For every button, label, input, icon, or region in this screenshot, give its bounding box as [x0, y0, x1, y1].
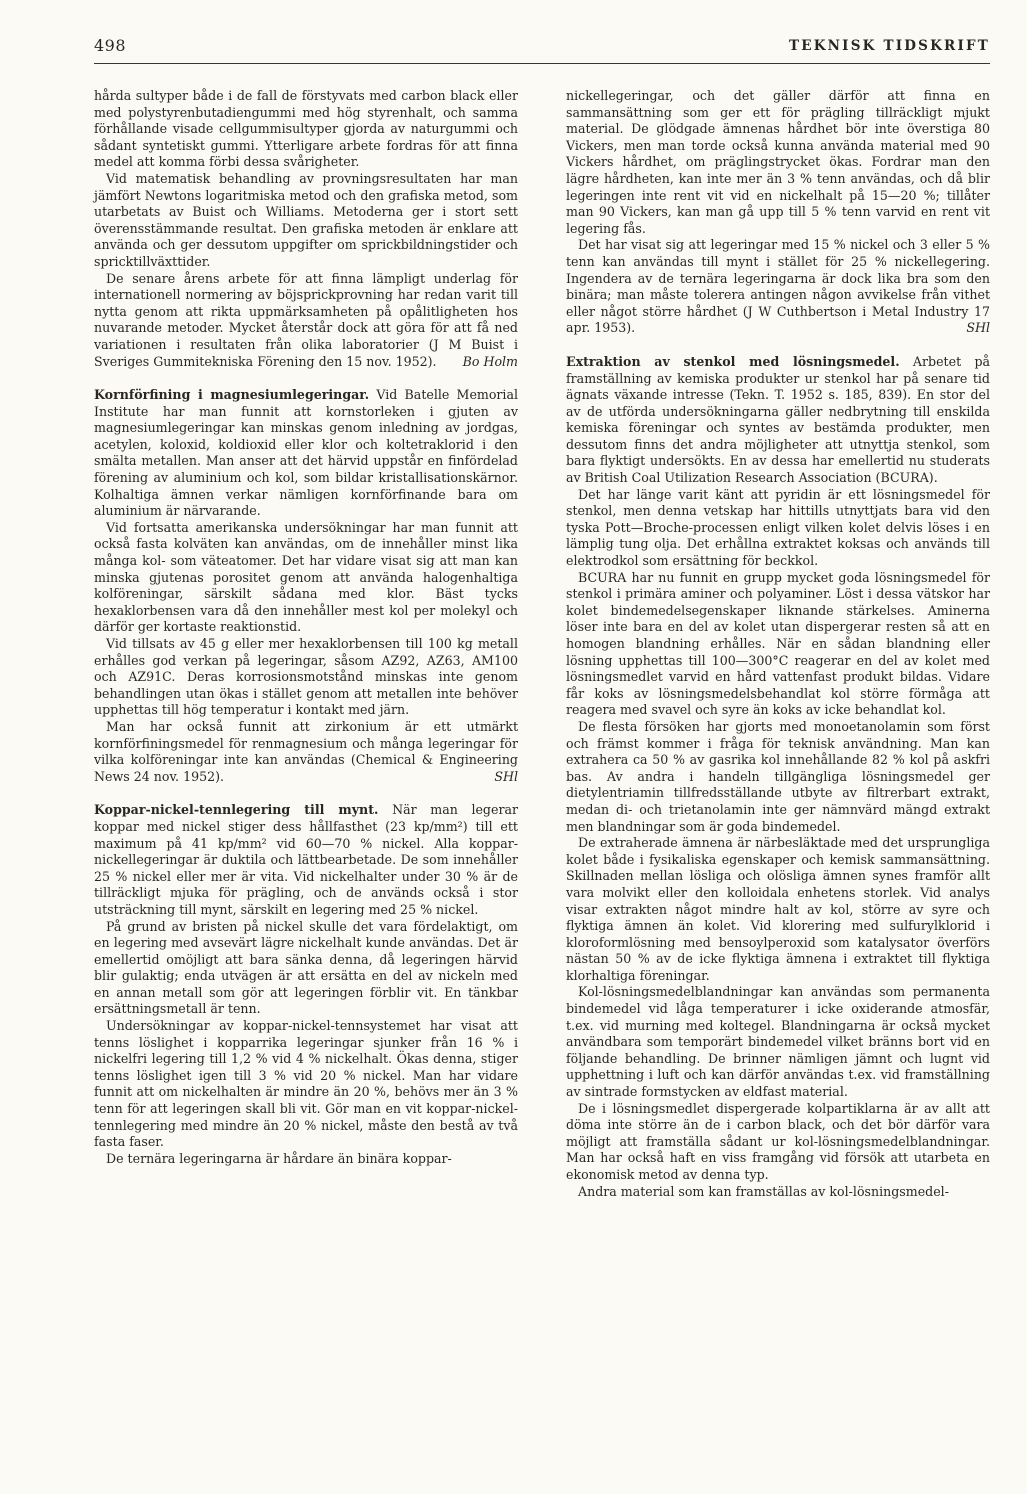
page-number: 498 — [94, 36, 127, 55]
paragraph-text: De senare årens arbete för att finna lämpligt underlag för internationell normering av böjsprickprovning har redan varit till nytta genom att rikta uppmärksamheten på opålitligheten hos nuvarande metoder. Mycket återstår dock att göra för att få ned variationen i resultaten från olika laboratorier (J M Buist i Sveriges Gummitekniska Förening den 15 nov. 1952). — [94, 270, 518, 369]
left-column — [94, 88, 518, 1167]
paragraph — [94, 271, 518, 371]
paragraph: De flesta försöken har gjorts med monoetanolamin som först och främst kommer i fråga för teknisk användning. Man kan extrahera ca 50 % av gasrika kol innehållande 82 % kol på askfri bas. Av andra i handeln tillgängliga lösningsmedel ger dietylentriamin tillfredsställande utbyte av filtrerbart extrakt, medan di- och trietanolamin inte ger nämnvärd mängd extrakt men blandningar som är goda bindemedel. — [566, 718, 990, 834]
article-heading: Koppar-nickel-tennlegering till mynt. — [94, 802, 379, 818]
article-heading: Extraktion av stenkol med lösningsmedel. — [566, 353, 900, 369]
paragraph: nickellegeringar, och det gäller därför att finna en sammansättning som ger ett för prägling tillräckligt mjukt material. De glödgade ämnenas hårdhet bör inte överstiga 80 Vickers, men man torde också kunna använda material med 90 Vickers hårdhet, om präglingstrycket ökas. Fordrar man den lägre hårdheten, kan inte mer än 3 % tenn användas, och då blir legeringen inte rent vit vid en nickelhalt på 15—20 %; tillåter man 90 Vickers, kan man gå upp till 5 % tenn varvid en rent vit legering fås. — [566, 88, 990, 236]
paragraph: De i lösningsmedlet dispergerade kolpartiklarna är av allt att döma inte större än de i carbon black, och det bör därför vara möjligt att framställa sådant ur kol-lösningsmedelblandningar. Man har också haft en viss framgång vid försök att utarbeta en ekonomisk metod av denna typ. — [566, 1100, 990, 1182]
paragraph — [566, 237, 990, 337]
article-kornforfining — [94, 387, 518, 520]
header-rule — [94, 63, 990, 64]
article-extraktion — [566, 354, 990, 487]
paragraph-text: Vid Batelle Memorial Institute har man funnit att kornstorleken i gjuten av magnesiumlegeringar kan minskas genom inledning av jordgas, acetylen, koloxid, koldioxid eller klor och koltetraklorid i den smälta metallen. Man anser att det härvid uppstår en finfördelad förening av aluminium och kol, som bildar kristallisationskärnor. Kolhaltiga ämnen verkar nämligen kornförfinande bara om aluminium är närvarande. — [94, 387, 519, 519]
article-heading: Kornförfining i magnesiumlegeringar. — [94, 387, 370, 403]
paragraph-text: När man legerar koppar med nickel stiger dess hållfasthet (23 kp/mm²) till ett maximum på 41 kp/mm² vid 60—70 % nickel. Alla koppar-nickellegeringar är duktila och lättbearbetade. De som innehåller 25 % nickel eller mer är vita. Vid nickelhalter under 30 % är de tillräckligt mjuka för prägling, och de används också i stor utsträckning till mynt, särskilt en legering med 25 % nickel. — [94, 802, 518, 917]
author-signature: SHl — [494, 768, 518, 784]
paragraph: BCURA har nu funnit en grupp mycket goda lösningsmedel för stenkol i primära aminer och polyaminer. Löst i dessa vätskor har kolet bindemedelsegenskaper liknande stärkelses. Aminerna löser inte bara en del av kolet utan dispergerar resten så att en homogen blandning erhålles. När en sådan blandning eller lösning upphettas till 100—300°C reagerar en del av kolet med lösningsmedlet varvid en hård vattenfast produkt bildas. Vidare får koks av lösningsmedelsbehandlat kol större förmåga att reagera med svavel och syre än koks av icke behandlat kol. — [566, 569, 990, 718]
paragraph — [94, 719, 518, 785]
right-column — [566, 88, 990, 1200]
paragraph: hårda sultyper både i de fall de förstyvats med carbon black eller med polystyrenbutadiengummi med hög styrenhalt, och samma förhållande visade cellgummisultyper gjorda av naturgummi och sådant syntetiskt gummi. Ytterligare arbete fordras för att finna medel att komma förbi dessa svårigheter. — [94, 88, 518, 170]
paragraph: De ternära legeringarna är hårdare än binära koppar- — [106, 1150, 452, 1166]
article-koppar-nickel — [94, 802, 518, 918]
author-signature: Bo Holm — [462, 353, 518, 369]
paragraph: Det har länge varit känt att pyridin är ett lösningsmedel för stenkol, men denna vetskap har hittills utnyttjats bara vid den tyska Pott—Broche-processen enligt vilken kolet delvis löses i en lämplig tung olja. Det erhållna extraktet koksas och används till elektrodkol som ersättning för beckkol. — [566, 486, 990, 569]
paragraph-text: Det har visat sig att legeringar med 15 % nickel och 3 eller 5 % tenn kan användas till mynt i stället för 25 % nickellegering. Ingendera av de ternära legeringarna är dock lika bra som den binära; man måste tolerera antingen någon avvikelse från vithet eller något större hårdhet (J W Cuthbertson i Metal Industry 17 apr. 1953). — [566, 237, 990, 336]
paragraph: Andra material som kan framställas av kol-lösningsmedel- — [578, 1183, 949, 1199]
paragraph: Vid tillsats av 45 g eller mer hexaklorbensen till 100 kg metall erhålles god verkan på legeringar, såsom AZ92, AZ63, AM100 och AZ91C. Deras korrosionsmotstånd minskas inte genom behandlingen utan ökas i stället genom att metallen inte behöver upphettas till hög temperatur i kontakt med järn. — [94, 636, 518, 718]
paragraph-text: Arbetet på framställning av kemiska produkter ur stenkol har på senare tid ägnats växande intresse (Tekn. T. 1952 s. 185, 839). En stor del av de utförda undersökningarna gäller nedbrytning till enskilda kemiska föreningar och syntes av bestämda produkter, men dessutom finns det andra möjligheter att utnyttja stenkol, som bara flyktigt undersökts. En av dessa har emellertid nu studerats av British Coal Utilization Research Association (BCURA). — [566, 353, 991, 486]
paragraph: Kol-lösningsmedelblandningar kan användas som permanenta bindemedel vid låga temperaturer i icke oxiderande atmosfär, t.ex. vid murning med koltegel. Blandningarna är också mycket användbara som temporärt bindemedel vilket bränns bort vid en följande behandling. De brinner nämligen jämnt och lugnt vid upphettning i luft och kan därför användas t.ex. vid framställning av sintrade formstycken av eldfast material. — [566, 984, 990, 1100]
paragraph: Undersökningar av koppar-nickel-tennsystemet har visat att tenns löslighet i kopparrika legeringar sjunker från 16 % i nickelfri legering till 1,2 % vid 4 % nickelhalt. Ökas denna, stiger tenns löslighet igen till 3 % vid 20 % nickel. Man har vidare funnit att om nickelhalten är mindre än 20 %, behövs mer än 3 % tenn för att legeringen skall bli vit. Gör man en vit koppar-nickel-tennlegering med mindre än 20 % nickel, måste den bestå av två fasta faser. — [94, 1018, 518, 1150]
paragraph: På grund av bristen på nickel skulle det vara fördelaktigt, om en legering med avsevärt lägre nickelhalt kunde användas. Det är emellertid omöjligt att bara sänka denna, då legeringen härvid blir gulaktig; enda utvägen är att ersätta en del av nickeln med en annan metall som gör att legeringen förblir vit. En tänkbar ersättningsmetall är tenn. — [94, 918, 518, 1017]
paragraph: Vid matematisk behandling av provningsresultaten har man jämfört Newtons logaritmiska metod och den grafiska metod, som utarbetats av Buist och Williams. Metoderna ger i stort sett överensstämmande resultat. Den grafiska metoden är enklare att använda och ger dessutom uppgifter om sprickbildningstider och spricktillväxttider. — [94, 170, 518, 269]
author-signature: SHl — [966, 320, 990, 336]
paragraph: Vid fortsatta amerikanska undersökningar har man funnit att också fasta kolväten kan användas, om de innehåller minst lika många kol- som väteatomer. Det har vidare visat sig att man kan minska gjutenas porositet genom att använda halogenhaltiga kolföreningar, särskilt sådana med klor. Bäst tycks hexaklorbensen vara då den innehåller mest kol per molekyl och därför ger kortaste reaktionstid. — [94, 519, 518, 635]
page-header — [94, 32, 990, 62]
paragraph-text: Man har också funnit att zirkonium är ett utmärkt kornförfiningsmedel för renmagnesium och många legeringar för vilka kolföreningar inte kan användas (Chemical & Engineering News 24 nov. 1952). — [94, 718, 518, 784]
journal-title: TEKNISK TIDSKRIFT — [788, 38, 990, 54]
paragraph: De extraherade ämnena är närbesläktade med det ursprungliga kolet både i fysikaliska egenskaper och kemisk sammansättning. Skillnaden mellan lösliga och olösliga ämnen synes framför allt vara molvikt eller den kolloidala enhetens storlek. Vid analys visar extrakten något mindre halt av kol, större av syre och flyktiga ämnen än kolet. Vid klorering med sulfurylklorid i kloroformlösning med bensoylperoxid som katalysator överförs nästan 50 % av de icke flyktiga ämnena i extraktet till flyktiga klorhaltiga föreningar. — [566, 835, 990, 983]
